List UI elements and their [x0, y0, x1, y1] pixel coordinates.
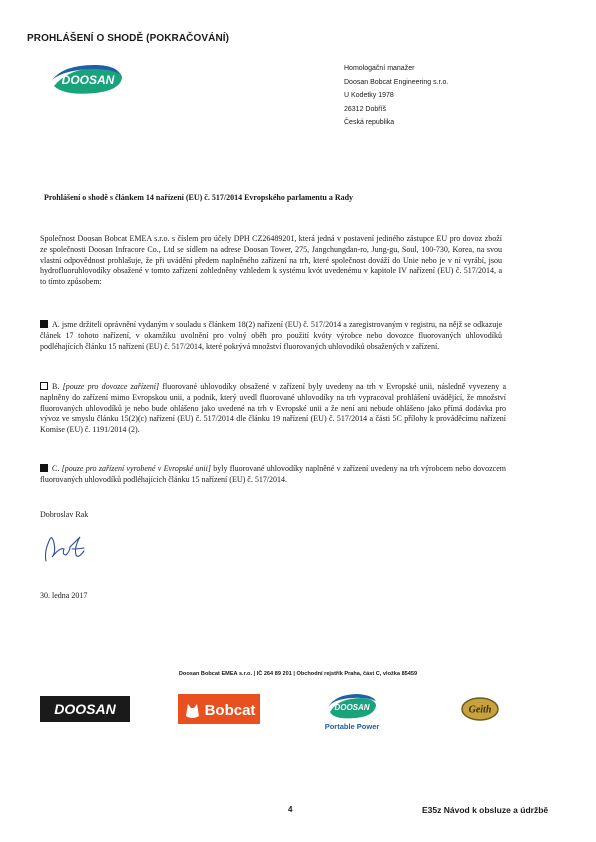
regulation-heading: Prohlášení o shodě s článkem 14 nařízení (EU) č. 517/2014 Evropského parlamentu a Rady	[44, 193, 354, 202]
option-a	[40, 320, 502, 352]
address-line: Doosan Bobcat Engineering s.r.o.	[344, 78, 449, 86]
page-number: 4	[288, 805, 293, 814]
signer-name: Dobroslav Rak	[40, 510, 89, 519]
address-line: U Kodetky 1978	[344, 92, 394, 99]
svg-text:DOOSAN: DOOSAN	[334, 703, 370, 712]
signature-date: 30. ledna 2017	[40, 591, 88, 600]
address-line: Česká republika	[344, 119, 395, 126]
signature	[40, 533, 90, 565]
option-c-text: byly fluorované uhlovodíky naplněné v zařízení uvedeny na trh výrobcem nebo dovozcem fluorovaných uhlovodíků podléhajících článku 15 nařízení (EU) č. 517/2014.	[40, 464, 507, 484]
checkbox-b[interactable]	[40, 382, 48, 390]
svg-text:DOOSAN: DOOSAN	[61, 73, 115, 87]
doosan-logo	[50, 62, 126, 96]
bobcat-logo	[178, 694, 260, 724]
geith-logo	[460, 696, 500, 722]
doosan-brand-logo	[40, 696, 130, 722]
svg-text:Portable Power: Portable Power	[324, 722, 380, 731]
option-b	[40, 382, 506, 436]
intro-paragraph: Společnost Doosan Bobcat EMEA s.r.o. s číslem pro účely DPH CZ26489201, která jedná v postavení jediného zástupce EU pro dovoz zboží ze společnosti Doosan Infracore Co., Ltd se sídlem na adrese Doosan Tower, 275, Jangchungdan-ro, Jung-gu, Soul, 100-730, Korea, na svou vlastní odpovědnost prohlašuje, že při uvádění předem naplněného zařízení na trh, které společnost dováží do Unie nebo je v ní vyrábí, jsou hydrofluoruhlovodíky obsažené v tomto zařízení zohledněny vzhledem k systému kvót uvedenému v kapitole IV nařízení (EU) č. 517/2014, a to tímto způsobem:	[40, 234, 502, 287]
manual-title: E35z Návod k obsluze a údržbě	[422, 805, 549, 815]
option-b-text: fluorované uhlovodíky obsažené v zařízení byly uvedeny na trh v Evropské unii, následně vyvezeny a naplněny do zařízení mimo Evropskou unii, a podnik, který uvedl fluorované uhlovodíky na trh vypracoval prohlášení uvádějící, že množství fluorovaných uhlovodíků je nebo bude ohlášeno jako uvedené na trh v Evropské unii a že není ani nebude ohlášeno jako přímá dodávka pro vývoz ve smyslu článku 15(2)(c) nařízení (EU) č. 517/2014 dle článku 19 nařízení (EU) č. 517/2014 a části 5C přílohy k prováděcímu nařízení Komise (EU) č. 1191/2014 (2).	[40, 382, 507, 435]
option-c	[40, 464, 506, 486]
option-a-text: A. jsme držiteli oprávnění vydaným v souladu s článkem 18(2) nařízení (EU) č. 517/2014 a zaregistrovaným v registru, na nějž se odkazuje článek 17 tohoto nařízení, v okamžiku uvolnění pro volný oběh pro použití kvóty výrobce nebo dovozce fluorovaných uhlovodíků podléhajících článku 15 nařízení (EU) č. 517/2014, které pokrývá množství fluorovaných uhlovodíků obsažených v zařízení.	[40, 320, 502, 351]
address-line: Homologační manažer	[344, 65, 415, 72]
option-c-prefix: C.	[52, 464, 62, 473]
checkbox-c[interactable]	[40, 464, 48, 472]
svg-text:Bobcat: Bobcat	[204, 702, 256, 719]
svg-text:DOOSAN: DOOSAN	[54, 701, 116, 717]
portable-power-logo	[322, 690, 382, 732]
checkbox-a[interactable]	[40, 320, 48, 328]
company-registration: Doosan Bobcat EMEA s.r.o. | IČ 264 89 201 | Obchodní rejstřík Praha, část C, vložka 85459	[178, 671, 418, 677]
svg-text:Geith: Geith	[468, 704, 492, 716]
option-b-prefix: B.	[52, 382, 63, 391]
option-c-scope: [pouze pro zařízení vyrobené v Evropské unii]	[61, 464, 211, 473]
option-b-scope: [pouze pro dovozce zařízení]	[62, 382, 160, 391]
address-block	[344, 62, 448, 130]
address-line: 26312 Dobříš	[344, 105, 387, 113]
page-title: PROHLÁŠENÍ O SHODĚ (POKRAČOVÁNÍ)	[27, 33, 230, 44]
